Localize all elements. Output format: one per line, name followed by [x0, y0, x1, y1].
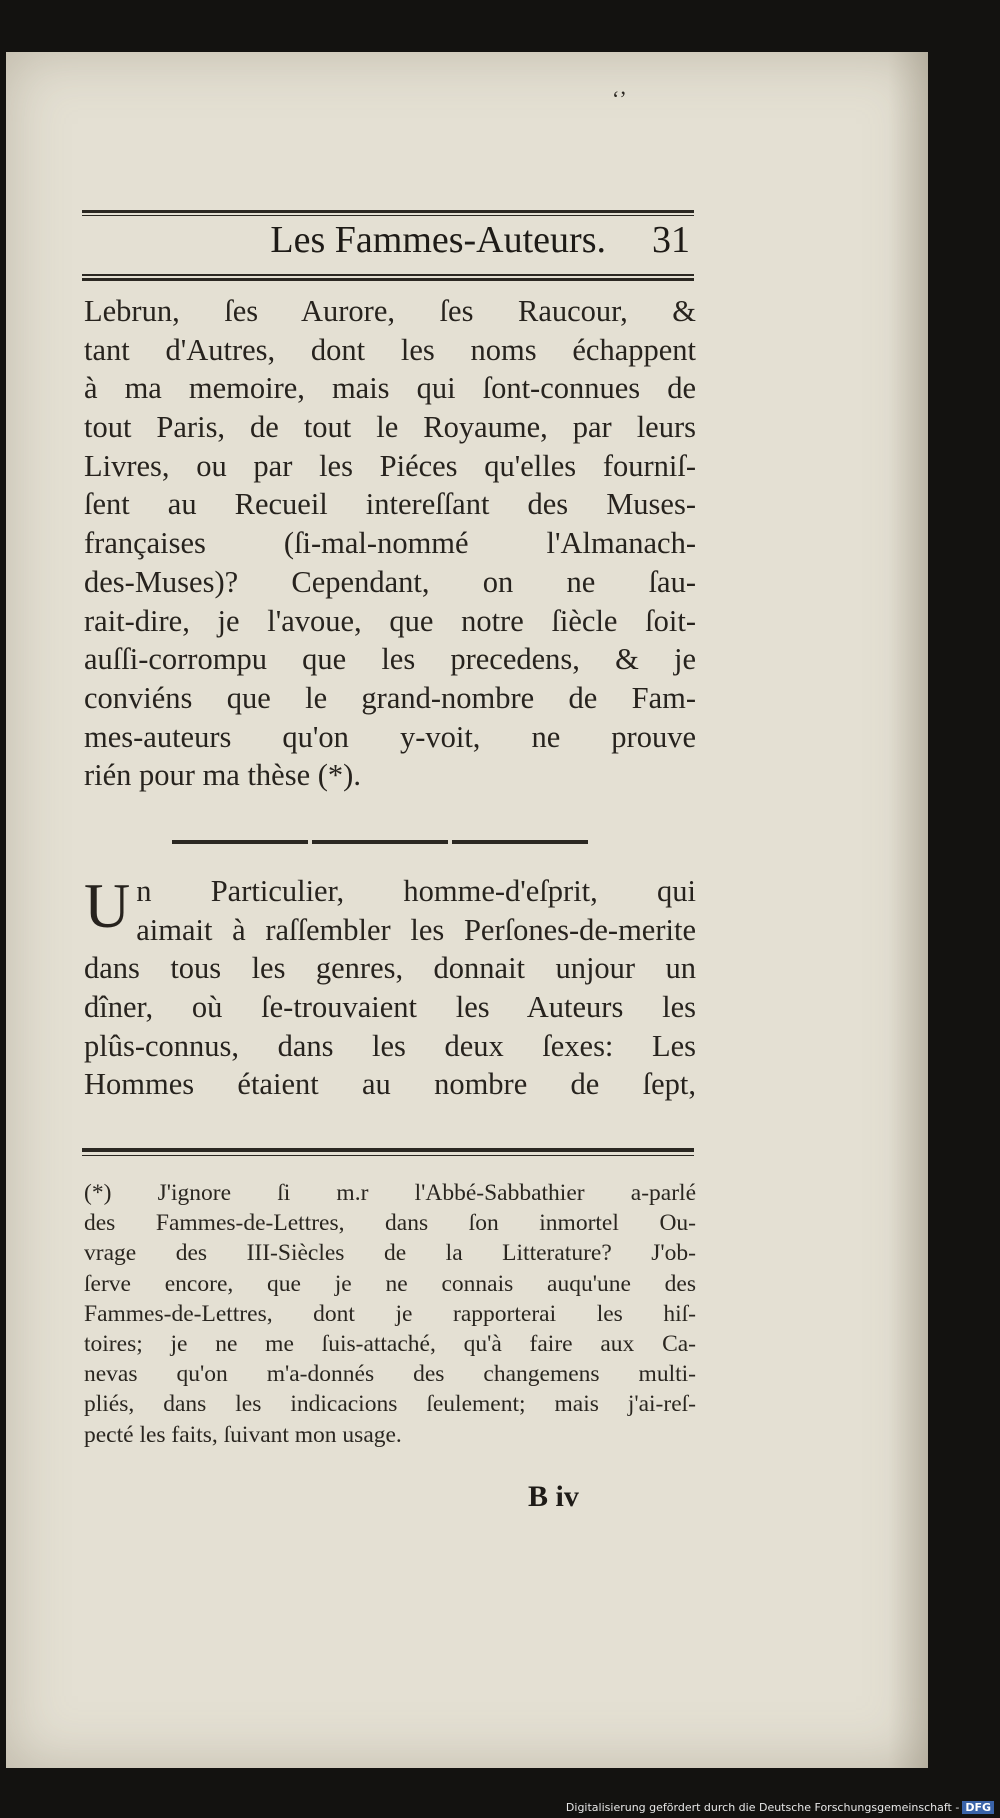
paragraph-1: [84, 292, 696, 795]
text-line: rait-dire, je l'avoue, que notre ſiècle ſoit-: [84, 603, 696, 638]
text-line: Lebrun, ſes Aurore, ſes Raucour, &: [84, 294, 696, 328]
footnote-line: nevas qu'on m'a-donnés des changemens multi-: [84, 1361, 696, 1388]
text-line: n Particulier, homme-d'eſprit, qui: [136, 874, 696, 908]
footnote-line: vrage des III-Siècles de la Litterature? J'ob-: [84, 1240, 696, 1267]
header-rule-bottom-thick: [82, 278, 694, 281]
text-line: plûs-connus, dans les deux ſexes: Les: [84, 1028, 696, 1063]
paragraph-2: [84, 872, 696, 1104]
footnote-line: pliés, dans les indicacions ſeulement; mais j'ai-reſ-: [84, 1391, 696, 1418]
text-line: tout Paris, de tout le Royaume, par leurs: [84, 410, 696, 445]
ornament-rule-right: [452, 840, 588, 844]
text-line: auſſi-corrompu que les precedens, & je: [84, 642, 696, 677]
text-line: à ma memoire, mais qui ſont-connues de: [84, 371, 696, 406]
footnote-line: des Fammes-de-Lettres, dans ſon inmortel Ou-: [84, 1210, 696, 1237]
text-line: mes-auteurs qu'on y-voit, ne prouve: [84, 719, 696, 754]
printer-mark: ‘’: [612, 86, 627, 111]
text-line: aimait à raſſembler les Perſones-de-merite: [136, 912, 696, 947]
footnote: [84, 1178, 696, 1450]
footnote-rule-thin: [82, 1155, 694, 1156]
footnote-line: (*) J'ignore ſi m.r l'Abbé-Sabbathier a-parlé: [84, 1180, 696, 1206]
signature-mark: B iv: [528, 1480, 579, 1513]
running-title: Les Fammes-Auteurs.: [270, 219, 606, 261]
footnote-line: toires; je ne me ſuis-attaché, qu'à faire aux Ca-: [84, 1330, 696, 1357]
footnote-line: ſerve encore, que je ne connais auqu'une des: [84, 1270, 696, 1297]
footnote-rule-thick: [82, 1148, 694, 1152]
header-rule-top: [82, 210, 694, 213]
text-line: Livres, ou par les Piéces qu'elles fourniſ-: [84, 448, 696, 483]
text-line: des-Muses)? Cependant, on ne ſau-: [84, 564, 696, 599]
page-number: 31: [652, 219, 690, 261]
text-line: rién pour ma thèse (*).: [84, 758, 361, 793]
text-line: dans tous les genres, donnait unjour un: [84, 951, 696, 986]
text-line: conviéns que le grand-nombre de Fam-: [84, 680, 696, 715]
ornament-rule-middle: [312, 840, 448, 844]
drop-capital: U: [84, 870, 131, 941]
running-header: [82, 214, 694, 270]
text-line: françaises (ſi-mal-nommé l'Almanach-: [84, 526, 696, 561]
text-line: Hommes étaient au nombre de ſept,: [84, 1067, 696, 1102]
credit-text: Digitalisierung gefördert durch die Deutsche Forschungsgemeinschaft -: [565, 1801, 960, 1814]
text-line: tant d'Autres, dont les noms échappent: [84, 332, 696, 367]
text-line: ſent au Recueil intereſſant des Muses-: [84, 487, 696, 522]
ornament-rule-left: [172, 840, 308, 844]
header-rule-bottom: [82, 274, 694, 276]
footnote-line: Fammes-de-Lettres, dont je rapporterai les hiſ-: [84, 1300, 696, 1327]
digitization-credit: [566, 1801, 994, 1814]
text-line: dîner, où ſe-trouvaient les Auteurs les: [84, 990, 696, 1025]
dfg-logo: DFG: [962, 1801, 994, 1814]
footnote-line: pecté les faits, ſuivant mon usage.: [84, 1421, 402, 1448]
